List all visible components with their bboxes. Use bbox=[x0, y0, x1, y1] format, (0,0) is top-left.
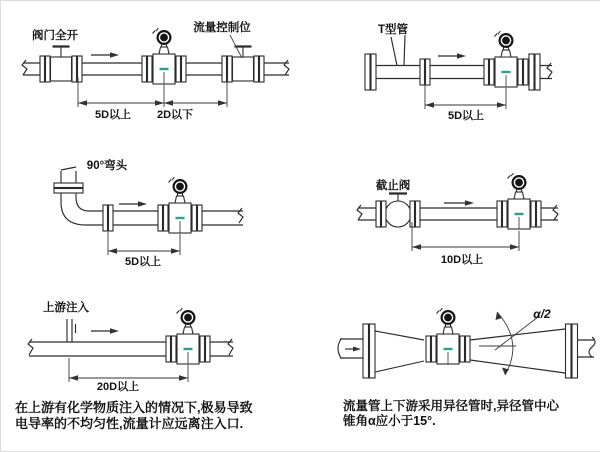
stop-valve-label: 截止阀 bbox=[375, 180, 411, 192]
flow-arrow bbox=[119, 201, 147, 207]
reducer-cone bbox=[375, 331, 424, 372]
end-flange bbox=[566, 324, 578, 378]
caption-right-line1: 流量管上下游采用异径管时,异径管中心 bbox=[343, 399, 559, 413]
diagram-valve-full-open bbox=[22, 20, 289, 121]
flow-arrow bbox=[444, 200, 474, 206]
end-flange bbox=[529, 54, 540, 90]
diagram-elbow bbox=[54, 158, 243, 268]
dim-20d-label: 20D以上 bbox=[96, 381, 140, 393]
elbow-label: 90°弯头 bbox=[86, 160, 128, 172]
control-valve bbox=[222, 47, 264, 83]
caption-left-line2: 电导率的不均匀性,流量计应远离注入口. bbox=[15, 415, 244, 431]
caption-right-line2: 锥角α应小于15°. bbox=[343, 413, 436, 428]
dim-10d-label: 10D以上 bbox=[440, 254, 484, 266]
flow-arrow bbox=[345, 347, 361, 352]
flow-arrow bbox=[438, 53, 466, 59]
diagram-canvas bbox=[1, 1, 600, 451]
diagram-t-pipe bbox=[365, 22, 552, 122]
flow-meter bbox=[497, 173, 541, 229]
t-pipe-label: T型管 bbox=[377, 24, 409, 36]
dim-5d-label: 5D以上 bbox=[94, 109, 132, 121]
valve-full-open-label: 阀门全开 bbox=[32, 30, 78, 42]
flow-control-label: 流量控制位 bbox=[193, 22, 251, 34]
angle-label: α/2 bbox=[533, 307, 551, 321]
dim-2d-label: 2D以下 bbox=[156, 109, 194, 121]
t-branch bbox=[391, 35, 405, 66]
dim-5d-label: 5D以上 bbox=[124, 256, 162, 268]
dimension-5d bbox=[108, 232, 180, 255]
expander-cone bbox=[470, 329, 565, 373]
flow-arrow bbox=[91, 328, 119, 334]
caption-right bbox=[343, 399, 588, 428]
flow-arrow bbox=[91, 52, 119, 58]
injection-label: 上游注入 bbox=[43, 302, 89, 314]
injection-pipe bbox=[67, 319, 76, 342]
dim-5d-label: 5D以上 bbox=[447, 110, 485, 122]
flow-meter bbox=[142, 28, 186, 84]
caption-left bbox=[15, 400, 265, 431]
diagram-stop-valve bbox=[357, 173, 558, 266]
caption-left-line1: 在上游有化学物质注入的情况下,极易导致 bbox=[15, 400, 253, 415]
end-flange bbox=[365, 54, 376, 90]
flange-pair bbox=[103, 205, 113, 231]
gate-valve bbox=[40, 47, 82, 83]
stop-valve bbox=[376, 194, 420, 228]
end-flange bbox=[363, 324, 375, 378]
diagram-reducer bbox=[338, 307, 595, 378]
flow-meter bbox=[484, 31, 528, 87]
vertical-flange-pair bbox=[54, 183, 83, 193]
diagram-upstream-injection bbox=[28, 300, 233, 393]
flow-meter bbox=[166, 308, 210, 364]
flow-meter bbox=[426, 308, 470, 364]
flow-meter bbox=[158, 177, 202, 233]
